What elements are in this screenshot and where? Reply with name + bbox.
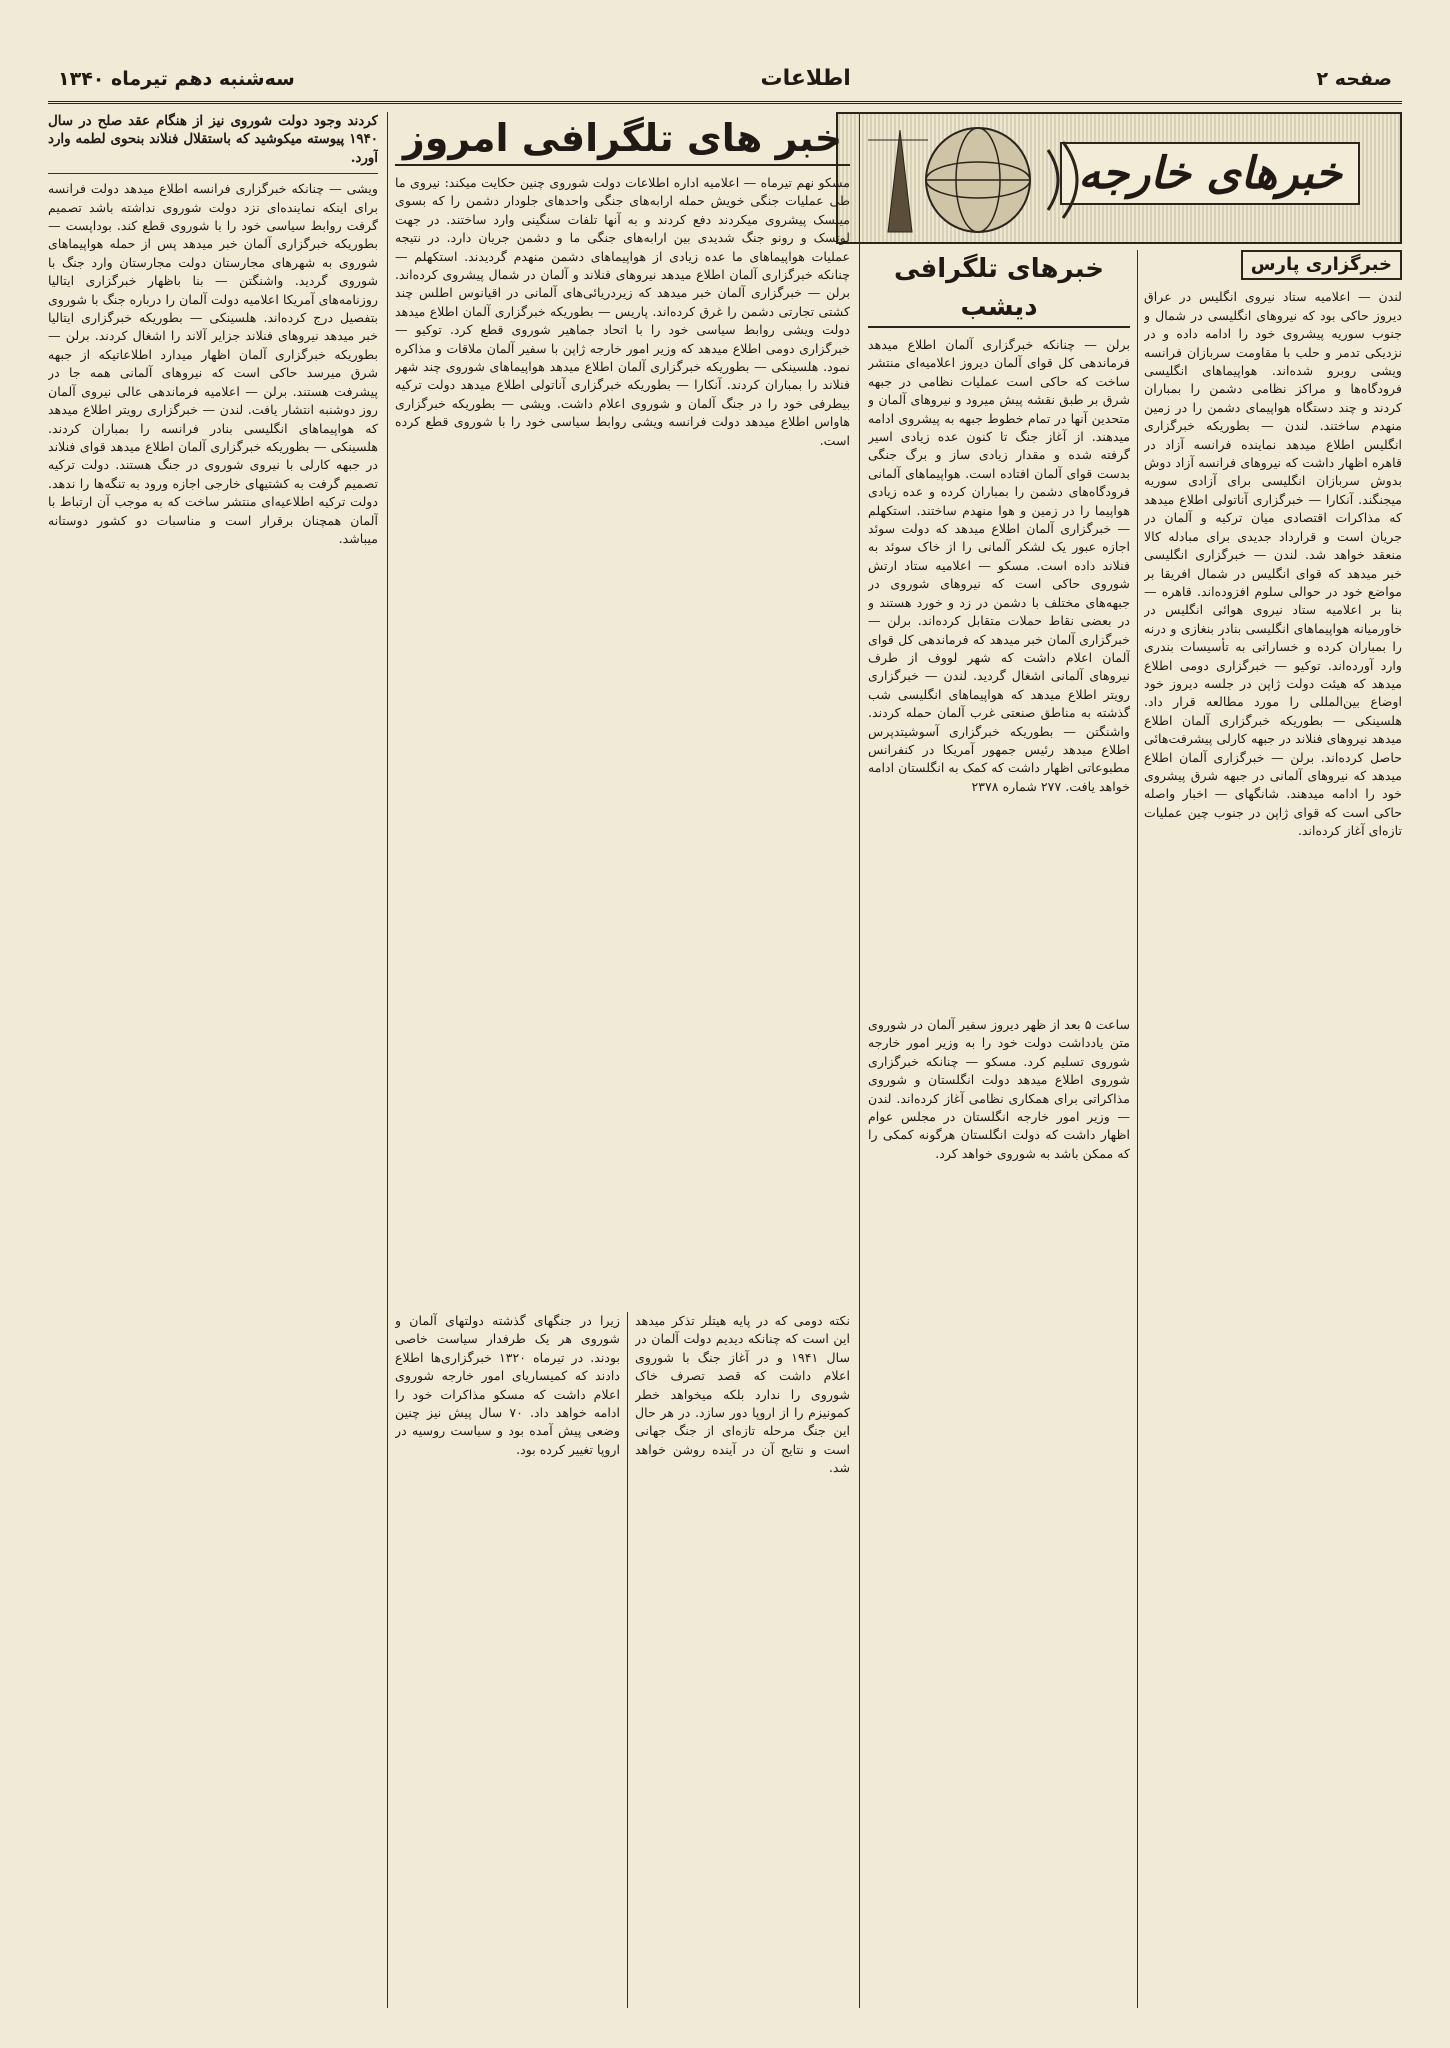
column-divider <box>1137 250 1138 2008</box>
column-today-telegraph <box>395 112 850 1298</box>
continued-news-body: ویشی — چنانکه خبرگزاری فرانسه اطلاع میدهد دولت فرانسه برای اینکه نماینده‌ای نزد دولت شوروی نداشته باشد تصمیم گرفت روابط سیاسی خود را با شوروی قطع کند. بوداپست — بطوریکه خبرگزاری آلمان خبر میدهد پس از حمله هواپیماهای شوروی به شهرهای مجارستان دولت مجارستان وارد جنگ با شوروی گردید. واشنگتن — بنا باظهار خبرگزاری ایتالیا روزنامه‌های آمریکا اعلامیه دولت آلمان را درباره جنگ با شوروی بتفصیل درج کرده‌اند. هلسینکی — بطوریکه خبرگزاری ایتالیا خبر میدهد نیروهای فنلاند جزایر آلاند را اشغال کردند. برلن — بطوریکه خبرگزاری آلمان اظهار میدارد اطلاعاتیکه از جبهه شرق میرسد حاکی است که نیروهای آلمانی همه جا در پیشرفت هستند. برلن — اعلامیه فرماندهی عالی نیروی آلمان روز دوشنبه انتشار یافت. لندن — خبرگزاری رویتر اطلاع میدهد که هواپیماهای انگلیسی بنادر فرانسه را بمباران کردند. هلسینکی — بطوریکه خبرگزاری آلمان اطلاع میدهد قوای فنلاند در جبهه کارلی با نیروی شوروی در جنگ هستند. دولت ترکیه تصمیم گرفت به کشتیهای خارجی اجازه ورود به تنگه‌ها را ندهد. دولت ترکیه اطلاعیه‌ای منتشر ساخت که به موجب آن ارتباط با آلمان همچنان برقرار است و مناسبات دو کشور دوستانه میباشد. <box>48 181 378 546</box>
column-divider <box>627 1312 628 2008</box>
issue-date: سه‌شنبه دهم تیرماه ۱۳۴۰ <box>58 67 295 90</box>
pars-agency-heading: خبرگزاری پارس <box>1241 250 1402 280</box>
last-night-telegraph-headline: خبرهای تلگرافی دیشب <box>868 250 1130 328</box>
column-divider <box>387 112 388 2008</box>
column-continued-news <box>48 112 378 2008</box>
pars-agency-body: لندن — اعلامیه ستاد نیروی انگلیس در عراق دیروز حاکی بود که نیروهای انگلیسی در شمال و جنوب سوریه پیشروی خود را ادامه داده و در نزدیکی تدمر و حلب با مقاومت سربازان فرانسه ویشی روبرو شده‌اند. هواپیماهای انگلیسی فرودگاه‌ها و مراکز نظامی دشمن را بمباران کردند و چند دستگاه هواپیمای دشمن را در زمین منهدم ساختند. لندن — بطوریکه خبرگزاری انگلیس اطلاع میدهد نماینده فرانسه آزاد در قاهره اظهار داشت که نیروهای فرانسه آزاد دوش بدوش سربازان انگلیسی برای آزادی سوریه میجنگند. آنکارا — خبرگزاری آناتولی اطلاع میدهد که مذاکرات اقتصادی میان ترکیه و آلمان در جریان است و قرارداد جدیدی برای مبادله کالا منعقد خواهد شد. لندن — خبرگزاری انگلیسی خبر میدهد که قوای انگلیس در شمال افریقا بر مواضع خود در حوالی سلوم افزوده‌اند. قاهره — بنا بر اعلامیه ستاد نیروی هوائی انگلیس در خاورمیانه هواپیماهای انگلیسی بنادر بنغازی و درنه را بمباران کرده و خساراتی به تأسیسات بندری وارد آورده‌اند. توکیو — خبرگزاری دومی اطلاع میدهد که هیئت دولت ژاپن در جلسه دیروز خود اوضاع بین‌المللی را مورد مطالعه قرار داد. هلسینکی — بطوریکه خبرگزاری آلمان اطلاع میدهد نیروهای فنلاند در جبهه کارلی پیشرفت‌هائی حاصل کرده‌اند. برلن — خبرگزاری آلمان اطلاع میدهد که نیروهای آلمانی در جبهه شرق پیشروی خود را ادامه میدهند. شانگهای — اخبار واصله حاکی است که قوای ژاپن در جنوب چین عملیات تازه‌ای آغاز کرده‌اند. <box>1144 289 1402 839</box>
globe-radio-tower-illustration <box>848 120 1108 240</box>
column-divider <box>859 112 860 2008</box>
today-telegraph-headline: خبر های تلگرافی امروز <box>395 112 850 166</box>
column-analysis-left <box>395 1312 620 2008</box>
foreign-news-masthead <box>836 112 1402 244</box>
page-label: صفحه ۲ <box>1316 67 1392 90</box>
last-night-telegraph-body: برلن — چنانکه خبرگزاری آلمان اطلاع میدهد فرماندهی کل قوای آلمان دیروز اعلامیه‌ای منتشر ساخت که حاکی است عملیات نظامی در جبهه شرق بر طبق نقشه پیش میرود و نیروهای آلمان و متحدین آنها در تمام خطوط جبهه به پیشروی ادامه میدهند. از آغاز جنگ تا کنون عده زیادی اسیر گرفته شده و مقدار زیادی ساز و برگ جنگی بدست قوای آلمان افتاده است. هواپیماهای آلمانی فرودگاه‌های دشمن را بمباران کرده و عده زیادی هواپیما را در زمین و هوا منهدم ساختند. استکهلم — خبرگزاری آلمان اطلاع میدهد که دولت سوئد اجازه عبور یک لشکر آلمانی را از خاک سوئد به فنلاند داده است. مسکو — اعلامیه ستاد ارتش شوروی حاکی است که نیروهای شوروی در جبهه‌های مختلف با دشمن در زد و خورد هستند و در بعضی نقاط حملات متقابل کرده‌اند. برلن — خبرگزاری آلمان خبر میدهد که فرماندهی کل قوای آلمان اعلام داشت که شهر لووف از طرف نیروهای آلمانی اشغال گردید. لندن — خبرگزاری رویتر اطلاع میدهد که هواپیماهای انگلیسی شب گذشته به مناطق صنعتی غرب آلمان حمله کردند. واشنگتن — بطوریکه خبرگزاری آسوشیتدپرس اطلاع میدهد رئیس جمهور آمریکا در کنفرانس مطبوعاتی اظهار داشت که کمک به انگلستان ادامه خواهد یافت. ۲۷۷ شماره ۲۳۷۸ <box>868 337 1130 794</box>
paper-name: اطلاعات <box>760 66 851 91</box>
analysis-right-body: نکته دومی که در پایه هیتلر تذکر میدهد این است که چنانکه دیدیم دولت آلمان در سال ۱۹۴۱ و در آغاز جنگ با شوروی اعلام داشت که قصد تصرف خاک شوروی را ندارد بلکه میخواهد خطر کمونیزم را از اروپا دور سازد. در هر حال این جنگ مرحله تازه‌ای از جنگ جهانی است و نتایج آن در آینده روشن خواهد شد. <box>635 1313 850 1476</box>
last-night-telegraph-continued-body: ساعت ۵ بعد از ظهر دیروز سفیر آلمان در شوروی متن یادداشت دولت خود را به وزیر امور خارجه شوروی تسلیم کرد. مسکو — چنانکه خبرگزاری شوروی اطلاع میدهد دولت انگلستان و شوروی مذاکراتی برای همکاری نظامی آغاز کرده‌اند. لندن — وزیر امور خارجه انگلستان در مجلس عوام اظهار داشت که دولت انگلستان هرگونه کمکی را که ممکن باشد به شوروی خواهد کرد. <box>868 1017 1130 1161</box>
column-last-night-telegraph-continued <box>868 1016 1130 2008</box>
column-last-night-telegraph <box>868 250 1130 1008</box>
today-telegraph-body: مسکو نهم تیرماه — اعلامیه اداره اطلاعات دولت شوروی چنین حکایت میکند: نیروی ما طی عملیات جنگی خویش حمله ارابه‌های جنگی واحدهای جلودار دشمن را که بسوی مینسک پیشروی میکردند دفع کردند و به آنها تلفات سنگینی وارد ساختند. در جهت لوتسک و رونو جنگ شدیدی بین ارابه‌های جنگی ما و دشمن جریان دارد. در نتیجه عملیات هواپیماهای ما عده زیادی از هواپیماهای دشمن منهدم گردیدند. استکهلم — چنانکه خبرگزاری آلمان اطلاع میدهد نیروهای فنلاند و آلمان در شمال پیشروی کرده‌اند. برلن — خبرگزاری آلمان خبر میدهد که زیردریائی‌های آلمانی در اقیانوس اطلس چند کشتی تجارتی دشمن را غرق کرده‌اند. پاریس — بطوریکه خبرگزاری آلمان اطلاع میدهد دولت ویشی روابط سیاسی خود را با اتحاد جماهیر شوروی قطع کرد. توکیو — خبرگزاری دومی اطلاع میدهد که وزیر امور خارجه ژاپن با سفیر آلمان ملاقات و مذاکره نمود. هلسینکی — بطوریکه خبرگزاری آلمان اطلاع میدهد هواپیماهای شوروی چند شهر فنلاند را بمباران کردند. آنکارا — بطوریکه خبرگزاری آناتولی اطلاع میدهد دولت ترکیه بیطرفی خود را در جنگ آلمان و شوروی اعلام داشت. ویشی — بطوریکه خبرگزاری هاواس اطلاع میدهد دولت فرانسه ویشی روابط سیاسی خود را با شوروی قطع کرده است. <box>395 175 850 448</box>
column-analysis-right <box>635 1312 850 2008</box>
analysis-left-body: زیرا در جنگهای گذشته دولتهای آلمان و شوروی هر یک طرفدار سیاست خاصی بودند. در تیرماه ۱۳۲۰ خبرگزاری‌ها اطلاع دادند که کمیساریای امور خارجه شوروی اعلام داشت که مسکو مذاکرات خود را ادامه خواهد داد. ۷۰ سال پیش نیز چنین وضعی پیش آمده بود و سیاست روسیه در اروپا تغییر کرده بود. <box>395 1313 620 1457</box>
page-header <box>48 56 1402 104</box>
continued-lead: کردند وجود دولت شوروی نیز از هنگام عقد صلح در سال ۱۹۴۰ پیوسته میکوشید که باستقلال فنلاند بنحوی لطمه وارد آورد. <box>48 113 378 166</box>
masthead-title: خبرهای خارجه <box>1060 142 1360 205</box>
divider-line <box>48 173 378 174</box>
column-pars-agency <box>1144 250 1402 2008</box>
